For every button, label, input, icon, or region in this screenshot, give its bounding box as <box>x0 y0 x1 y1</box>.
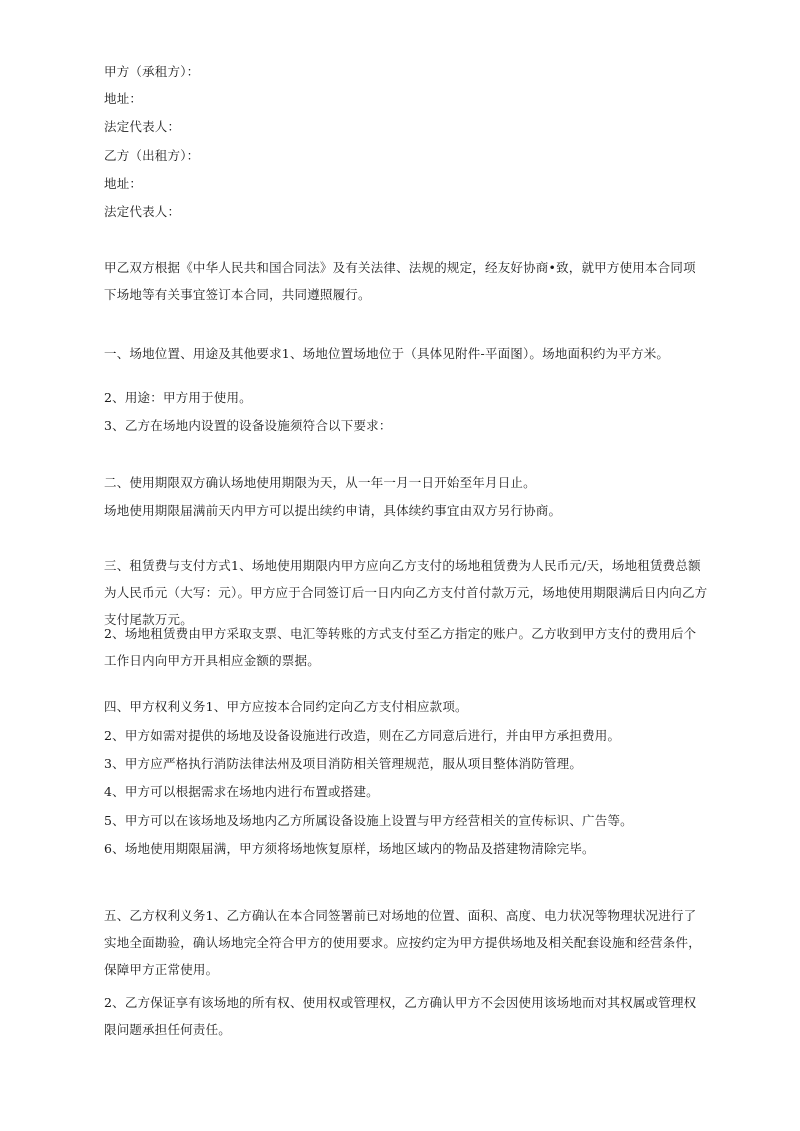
section5-paragraph: 五、乙方权利义务1、乙方确认在本合同签署前已对场地的位置、面积、高度、电力状况等物理状况进行了实地全面勘验，确认场地完全符合甲方的使用要求。应按约定为甲方提供场地及相关配套设施和经营条件，保障甲方正常使用。 <box>104 908 701 977</box>
party-b-label: 乙方（出租方）： <box>104 148 200 163</box>
section4-item5: 5、甲方可以在该场地及场地内乙方所属设备设施上设置与甲方经营相关的宣传标识、广告等。 <box>104 813 633 828</box>
section3-paragraph: 三、租赁费与支付方式1、场地使用期限内甲方应向乙方支付的场地租赁费为人民币元/天，场地租赁费总额为人民币元（大写：元）。甲方应于合同签订后一日内向乙方支付首付款万元，场地使用期限满后日内向乙方支付尾款万元。 <box>104 558 708 627</box>
section4-item4: 4、甲方可以根据需求在场地内进行布置或搭建。 <box>104 784 379 799</box>
section1-item3: 3、乙方在场地内设置的设备设施须符合以下要求： <box>104 418 392 433</box>
party-b-address-label: 地址： <box>104 176 143 191</box>
section1-paragraph: 一、场地位置、用途及其他要求1、场地位置场地位于（具体见附件-平面图）。场地面积约为平方米。 <box>104 346 670 361</box>
section2-renewal: 场地使用期限届满前天内甲方可以提出续约申请，具体续约事宜由双方另行协商。 <box>104 503 562 518</box>
section4-item6: 6、场地使用期限届满，甲方须将场地恢复原样，场地区域内的物品及搭建物清除完毕。 <box>104 841 595 856</box>
party-a-label: 甲方（承租方）： <box>104 64 200 79</box>
intro-paragraph: 甲乙双方根据《中华人民共和国合同法》及有关法律、法规的规定，经友好协商•致，就甲方使用本合同项下场地等有关事宜签订本合同，共同遵照履行。 <box>104 260 696 302</box>
section3-payment: 2、场地租赁费由甲方采取支票、电汇等转账的方式支付至乙方指定的账户。乙方收到甲方支付的费用后个工作日内向甲方开具相应金额的票据。 <box>104 626 697 668</box>
section4-item2: 2、甲方如需对提供的场地及设备设施进行改造，则在乙方同意后进行，并由甲方承担费用。 <box>104 728 621 743</box>
section1-item2: 2、用途：甲方用于使用。 <box>104 390 252 405</box>
section2-paragraph: 二、使用期限双方确认场地使用期限为天，从一年一月一日开始至年月日止。 <box>104 475 536 490</box>
party-a-address-label: 地址： <box>104 91 143 106</box>
section5-item2: 2、乙方保证享有该场地的所有权、使用权或管理权，乙方确认甲方不会因使用该场地而对其权属或管理权限问题承担任何责任。 <box>104 995 697 1037</box>
party-a-rep-label: 法定代表人： <box>104 119 181 134</box>
section4-item3: 3、甲方应严格执行消防法律法州及项目消防相关管理规范，服从项目整体消防管理。 <box>104 756 583 771</box>
section4-paragraph: 四、甲方权利义务1、甲方应按本合同约定向乙方支付相应款项。 <box>104 699 468 714</box>
party-b-rep-label: 法定代表人： <box>104 204 181 219</box>
